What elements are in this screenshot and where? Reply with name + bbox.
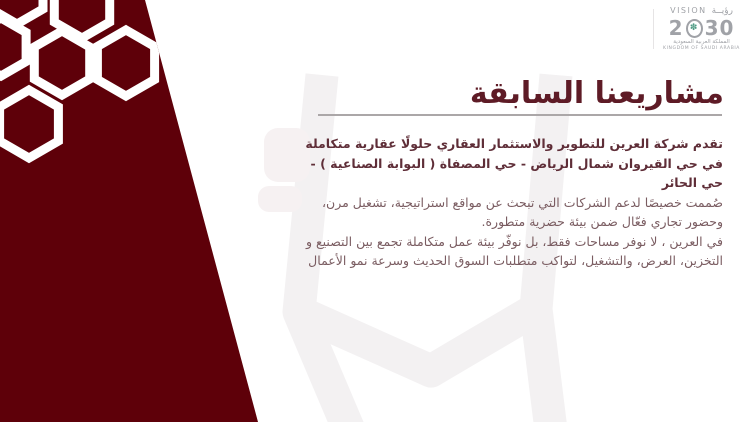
year-prefix: 2 [668,16,684,40]
vision-2030-logo [653,7,740,52]
intro-paragraph: تقدم شركة العرين للتطوير والاستثمار العقاري حلولًا عقارية متكاملة في حي القيروان شمال الرياض - حي المصفاة ( البوابة الصناعية ) - حي الحائر [305,136,723,190]
year-suffix: 30 [704,16,735,40]
year-2030 [669,18,735,38]
body-paragraph: في العرين ، لا نوفر مساحات فقط، بل نوفّر بيئة عمل متكاملة تجمع بين التصنيع و التخزين، العرض، والتشغيل، لتواكب متطلبات السوق الحديث وسرعة نمو الأعمال [306,233,723,268]
title-divider [318,114,722,116]
vision-wordmark [670,7,733,16]
kingdom-name-en: KINGDOM OF SAUDI ARABIA [663,46,740,51]
kingdom-name-ar: المملكة العربية السعودية [673,39,730,45]
slide-body-text [293,134,723,271]
body-paragraph: صُممت خصيصًا لدعم الشركات التي تبحث عن مواقع استراتيجية، تشغيل مرن، وحضور تجاري فعّال ضمن بيئة حضرية متطورة. [322,194,723,229]
vision-word-ar: رؤيــة [711,6,733,16]
page-title: مشاريعنا السابقة [469,76,724,112]
zero-ring [686,19,703,38]
palm-emblem-icon: ✽ [689,22,699,33]
logo-divider [653,9,654,49]
vision-word-en: VISION [670,6,707,15]
